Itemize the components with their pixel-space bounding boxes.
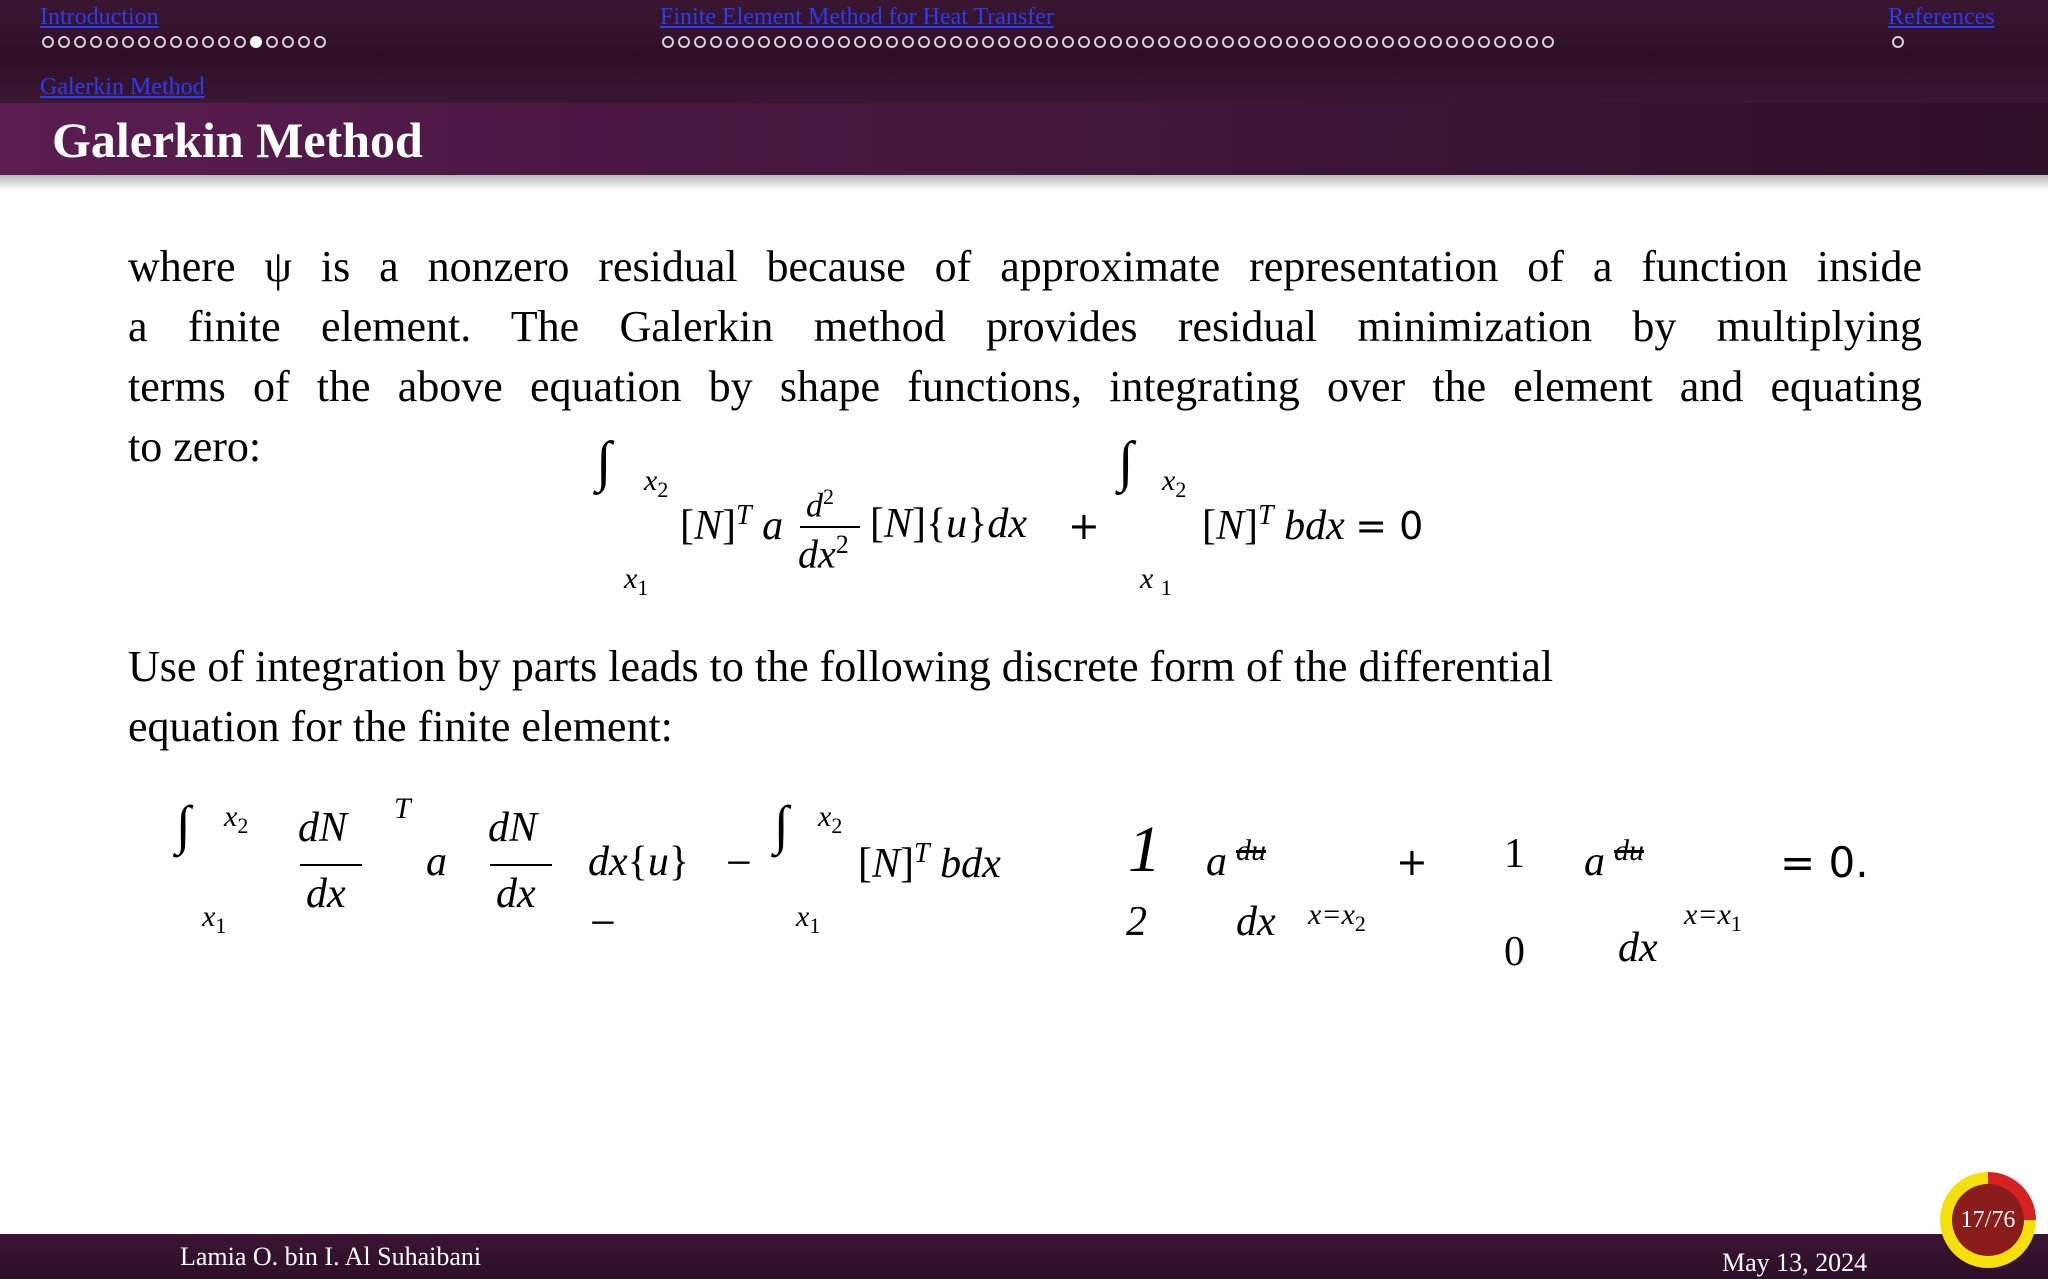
nav-dot[interactable] [1190, 36, 1202, 48]
lower-limit: x $_1$ [1140, 562, 1172, 600]
nav-dot[interactable] [710, 36, 722, 48]
lower-limit: $x_1$ [796, 900, 821, 938]
fraction-denominator: dx [1236, 899, 1276, 945]
bracket-bottom: 2 [1126, 899, 1147, 945]
slide-title: Galerkin Method [52, 112, 423, 168]
nav-dot[interactable] [1014, 36, 1026, 48]
paragraph-residual [128, 237, 1922, 477]
nav-dot[interactable] [1158, 36, 1170, 48]
integral-sign: ∫ [596, 431, 612, 493]
coefficient-a: a [1584, 839, 1605, 885]
equation-term: [N]{u}dx [870, 501, 1027, 547]
nav-dot[interactable] [1046, 36, 1058, 48]
coefficient-a: a [426, 839, 447, 885]
equation-term: $[N]^T$ a [680, 500, 784, 549]
paragraph-line: to zero: [128, 422, 262, 471]
fraction-bar [490, 864, 552, 866]
nav-dot[interactable] [854, 36, 866, 48]
coefficient-a: a [1206, 839, 1227, 885]
fraction-numerator: dN [298, 805, 348, 851]
title-bar [0, 103, 2048, 175]
nav-dot[interactable] [1206, 36, 1218, 48]
nav-dot[interactable] [806, 36, 818, 48]
nav-dot[interactable] [934, 36, 946, 48]
upper-limit: $x_2$ [224, 800, 249, 838]
nav-link-fem-heat-transfer[interactable]: Finite Element Method for Heat Transfer [660, 4, 1054, 30]
nav-dot[interactable] [678, 36, 690, 48]
footer-bar [0, 1234, 2048, 1279]
fraction-numerator: $d^2$ [806, 484, 834, 525]
nav-dot[interactable] [1318, 36, 1330, 48]
nav-dot[interactable] [106, 36, 118, 48]
nav-dot[interactable] [1238, 36, 1250, 48]
nav-dot[interactable] [90, 36, 102, 48]
plus-sign: + [1396, 840, 1428, 884]
equation-term: dx{u} [588, 839, 689, 885]
fraction-numerator: du [1236, 834, 1266, 867]
bracket-top: 1 [1128, 813, 1161, 886]
nav-dot[interactable] [1446, 36, 1458, 48]
navigation-header [0, 0, 2048, 103]
lower-limit: $x_1$ [624, 562, 649, 600]
nav-dot[interactable] [58, 36, 70, 48]
nav-dot[interactable] [1078, 36, 1090, 48]
lower-limit: $x_1$ [202, 900, 227, 938]
fraction-denominator: $dx^2$ [798, 530, 849, 577]
integral-sign: ∫ [774, 795, 789, 855]
nav-dot[interactable] [1494, 36, 1506, 48]
nav-dot[interactable] [1110, 36, 1122, 48]
nav-dot[interactable] [902, 36, 914, 48]
nav-dot[interactable] [1382, 36, 1394, 48]
fraction-denominator: dx [306, 871, 346, 917]
nav-dot[interactable] [1478, 36, 1490, 48]
nav-dot[interactable] [662, 36, 674, 48]
title-shadow [0, 175, 2048, 191]
nav-dot[interactable] [138, 36, 150, 48]
bracket-top: 1 [1504, 831, 1525, 877]
nav-dot[interactable] [1126, 36, 1138, 48]
minus-sign: − [726, 837, 752, 888]
nav-dot[interactable] [790, 36, 802, 48]
nav-dot[interactable] [1430, 36, 1442, 48]
nav-dot[interactable] [694, 36, 706, 48]
nav-dot[interactable] [122, 36, 134, 48]
nav-dot[interactable] [1286, 36, 1298, 48]
nav-dot[interactable] [234, 36, 246, 48]
nav-link-introduction[interactable]: Introduction [40, 4, 159, 30]
fraction-numerator: dN [488, 805, 538, 851]
nav-dot[interactable] [1414, 36, 1426, 48]
nav-dot[interactable] [1462, 36, 1474, 48]
evaluation-limit: $x=x_2$ [1308, 898, 1366, 936]
nav-dot[interactable] [1526, 36, 1538, 48]
nav-dot[interactable] [282, 36, 294, 48]
nav-dot[interactable] [1094, 36, 1106, 48]
nav-dots-references [1892, 36, 1904, 48]
nav-link-galerkin-method[interactable]: Galerkin Method [40, 74, 205, 100]
nav-dot[interactable] [250, 36, 262, 48]
page-number-badge[interactable] [1940, 1172, 2036, 1268]
nav-dot[interactable] [1334, 36, 1346, 48]
paragraph-line: a finite element. The Galerkin method provides residual minimization by multiplying [128, 302, 1922, 351]
upper-limit: $x_2$ [1162, 464, 1187, 502]
integral-sign: ∫ [1118, 431, 1134, 493]
equation-term: $[N]^T$ bdx [858, 838, 1001, 887]
upper-limit: $x_2$ [818, 800, 843, 838]
nav-dot[interactable] [1366, 36, 1378, 48]
nav-dot[interactable] [998, 36, 1010, 48]
nav-dot[interactable] [870, 36, 882, 48]
nav-dots-fem-heat-transfer [662, 36, 1554, 48]
nav-dot[interactable] [918, 36, 930, 48]
nav-dot[interactable] [886, 36, 898, 48]
nav-dot[interactable] [966, 36, 978, 48]
nav-link-references[interactable]: References [1888, 4, 1995, 30]
nav-dot[interactable] [74, 36, 86, 48]
nav-dot[interactable] [1142, 36, 1154, 48]
nav-dot[interactable] [154, 36, 166, 48]
nav-dot[interactable] [1174, 36, 1186, 48]
integral-sign: ∫ [176, 795, 191, 855]
evaluation-limit: $x=x_1$ [1684, 898, 1742, 936]
paragraph-line: equation for the finite element: [128, 702, 673, 751]
nav-dot[interactable] [298, 36, 310, 48]
paragraph-integration-by-parts [128, 637, 1922, 757]
upper-limit: $x_2$ [644, 464, 669, 502]
nav-dot[interactable] [1542, 36, 1554, 48]
paragraph-line: Use of integration by parts leads to the following discrete form of the differential [128, 642, 1554, 691]
fraction-numerator: du [1614, 834, 1644, 867]
nav-dot[interactable] [170, 36, 182, 48]
fraction-bar [800, 526, 860, 528]
nav-dot[interactable] [1350, 36, 1362, 48]
nav-dot[interactable] [1270, 36, 1282, 48]
nav-dot[interactable] [1398, 36, 1410, 48]
nav-dot[interactable] [1254, 36, 1266, 48]
nav-dot[interactable] [186, 36, 198, 48]
plus-sign: + [1068, 504, 1100, 548]
nav-dot[interactable] [822, 36, 834, 48]
page-number: 17/76 [1952, 1184, 2024, 1256]
nav-dot[interactable] [1302, 36, 1314, 48]
nav-dots-introduction [42, 36, 326, 48]
nav-dot[interactable] [1222, 36, 1234, 48]
transpose-superscript: T [394, 792, 411, 825]
footer-date: May 13, 2024 [1722, 1248, 1868, 1277]
equation-term: $[N]^T$ bdx = 0 [1202, 500, 1424, 549]
minus-sign: − [590, 897, 616, 948]
paragraph-line: terms of the above equation by shape functions, integrating over the element and equating [128, 362, 1922, 411]
nav-dot[interactable] [758, 36, 770, 48]
nav-dot[interactable] [314, 36, 326, 48]
paragraph-line: where ψ is a nonzero residual because of approximate representation of a function inside [128, 242, 1922, 291]
fraction-denominator: dx [1618, 925, 1658, 971]
nav-dot[interactable] [742, 36, 754, 48]
nav-dot[interactable] [838, 36, 850, 48]
nav-dot[interactable] [266, 36, 278, 48]
fraction-denominator: dx [496, 871, 536, 917]
nav-dot[interactable] [202, 36, 214, 48]
nav-dot[interactable] [1062, 36, 1074, 48]
nav-dot[interactable] [726, 36, 738, 48]
nav-dot[interactable] [774, 36, 786, 48]
nav-dot[interactable] [1510, 36, 1522, 48]
nav-dot[interactable] [218, 36, 230, 48]
equals-zero: = 0. [1780, 838, 1869, 887]
nav-dot[interactable] [1030, 36, 1042, 48]
footer-author: Lamia O. bin I. Al Suhaibani [180, 1242, 482, 1271]
bracket-bottom: 0 [1504, 929, 1525, 975]
fraction-bar [300, 864, 362, 866]
nav-dot[interactable] [42, 36, 54, 48]
nav-dot[interactable] [950, 36, 962, 48]
nav-dot[interactable] [982, 36, 994, 48]
nav-dot[interactable] [1892, 36, 1904, 48]
